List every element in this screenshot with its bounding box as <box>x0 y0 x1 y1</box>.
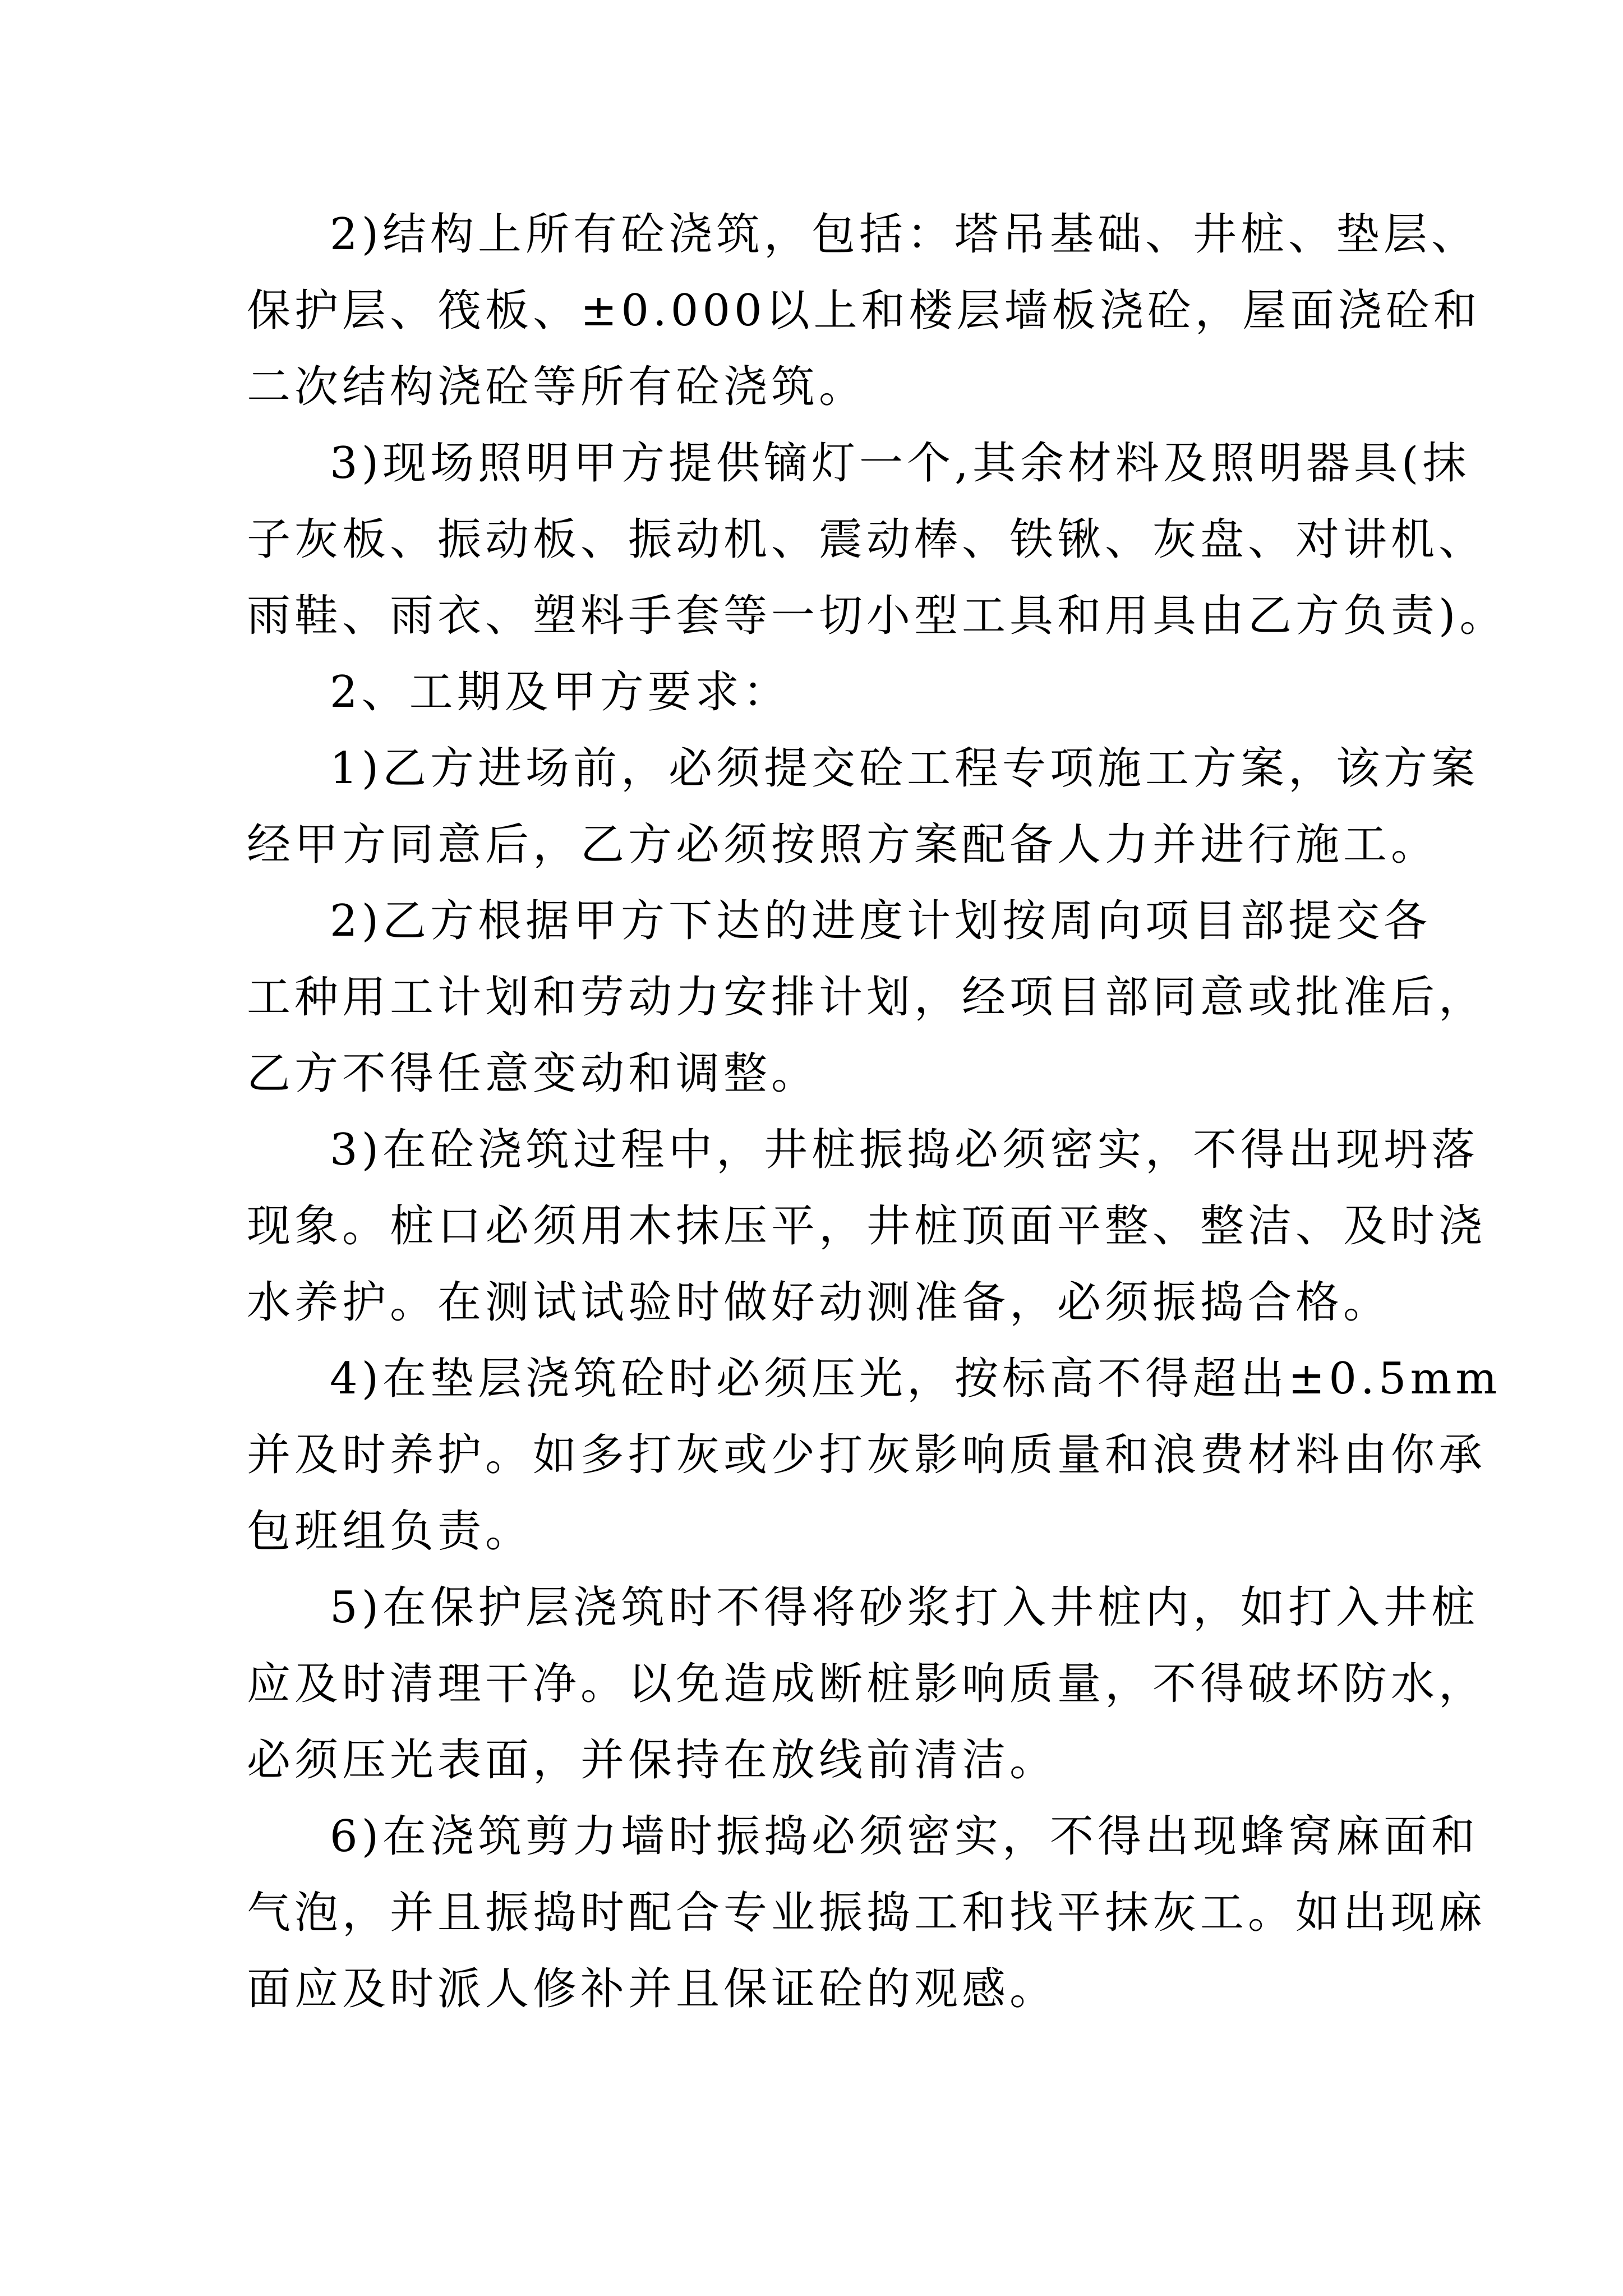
text-line: 乙方不得任意变动和调整。 <box>247 1048 819 1099</box>
text-line: 必须压光表面，并保持在放线前清洁。 <box>247 1735 1058 1786</box>
text-line: 雨鞋、雨衣、塑料手套等一切小型工具和用具由乙方负责)。 <box>247 591 1507 641</box>
text-line: 保护层、筏板、±0.000以上和楼层墙板浇砼，屋面浇砼和 <box>247 286 1481 336</box>
paragraph-5-protective-layer <box>247 1570 1487 1798</box>
paragraph-2-labor-plan <box>247 883 1487 1112</box>
paragraph-3-pile-vibration <box>247 1112 1487 1341</box>
paragraph-3-site-lighting <box>247 425 1507 654</box>
text-line: 2)乙方根据甲方下达的进度计划按周向项目部提交各 <box>330 896 1432 946</box>
text-line: 现象。桩口必须用木抹压平，井桩顶面平整、整洁、及时浇 <box>247 1201 1487 1251</box>
section-heading-schedule-requirements <box>247 654 1380 730</box>
text-line: 5)在保护层浇筑时不得将砂浆打入井桩内，如打入井桩 <box>330 1582 1479 1633</box>
text-line: 气泡，并且振捣时配合专业振捣工和找平抹灰工。如出现麻 <box>247 1888 1487 1938</box>
text-line: 6)在浇筑剪力墙时振捣必须密实，不得出现蜂窝麻面和 <box>330 1811 1479 1862</box>
text-line: 并及时养护。如多打灰或少打灰影响质量和浪费材料由你承 <box>247 1430 1487 1480</box>
text-line: 4)在垫层浇筑砼时必须压光，按标高不得超出±0.5mm <box>330 1354 1501 1404</box>
paragraph-1-construction-plan <box>247 730 1479 883</box>
text-line: 3)在砼浇筑过程中，井桩振捣必须密实，不得出现坍落 <box>330 1125 1479 1175</box>
text-line: 3)现场照明甲方提供镝灯一个,其余材料及照明器具(抹 <box>330 438 1470 489</box>
text-line: 包班组负责。 <box>247 1506 533 1557</box>
text-line: 2、工期及甲方要求： <box>330 667 791 717</box>
text-line: 水养护。在测试试验时做好动测准备，必须振捣合格。 <box>247 1277 1391 1328</box>
text-line: 1)乙方进场前，必须提交砼工程专项施工方案，该方案 <box>330 743 1479 794</box>
text-line: 面应及时派人修补并且保证砼的观感。 <box>247 1964 1058 2014</box>
text-line: 二次结构浇砼等所有砼浇筑。 <box>247 362 867 412</box>
paragraph-4-cushion-layer <box>247 1341 1501 1570</box>
text-line: 应及时清理干净。以免造成断桩影响质量，不得破坏防水， <box>247 1659 1487 1709</box>
document-body <box>247 196 1507 2027</box>
paragraph-2-structure-pouring <box>247 196 1481 425</box>
text-line: 工种用工计划和劳动力安排计划，经项目部同意或批准后， <box>247 972 1487 1023</box>
paragraph-6-shear-wall <box>247 1798 1487 2027</box>
text-line: 2)结构上所有砼浇筑，包括：塔吊基础、井桩、垫层、 <box>330 209 1479 260</box>
text-line: 子灰板、振动板、振动机、震动棒、铁锹、灰盘、对讲机、 <box>247 514 1487 565</box>
text-line: 经甲方同意后，乙方必须按照方案配备人力并进行施工。 <box>247 820 1439 870</box>
